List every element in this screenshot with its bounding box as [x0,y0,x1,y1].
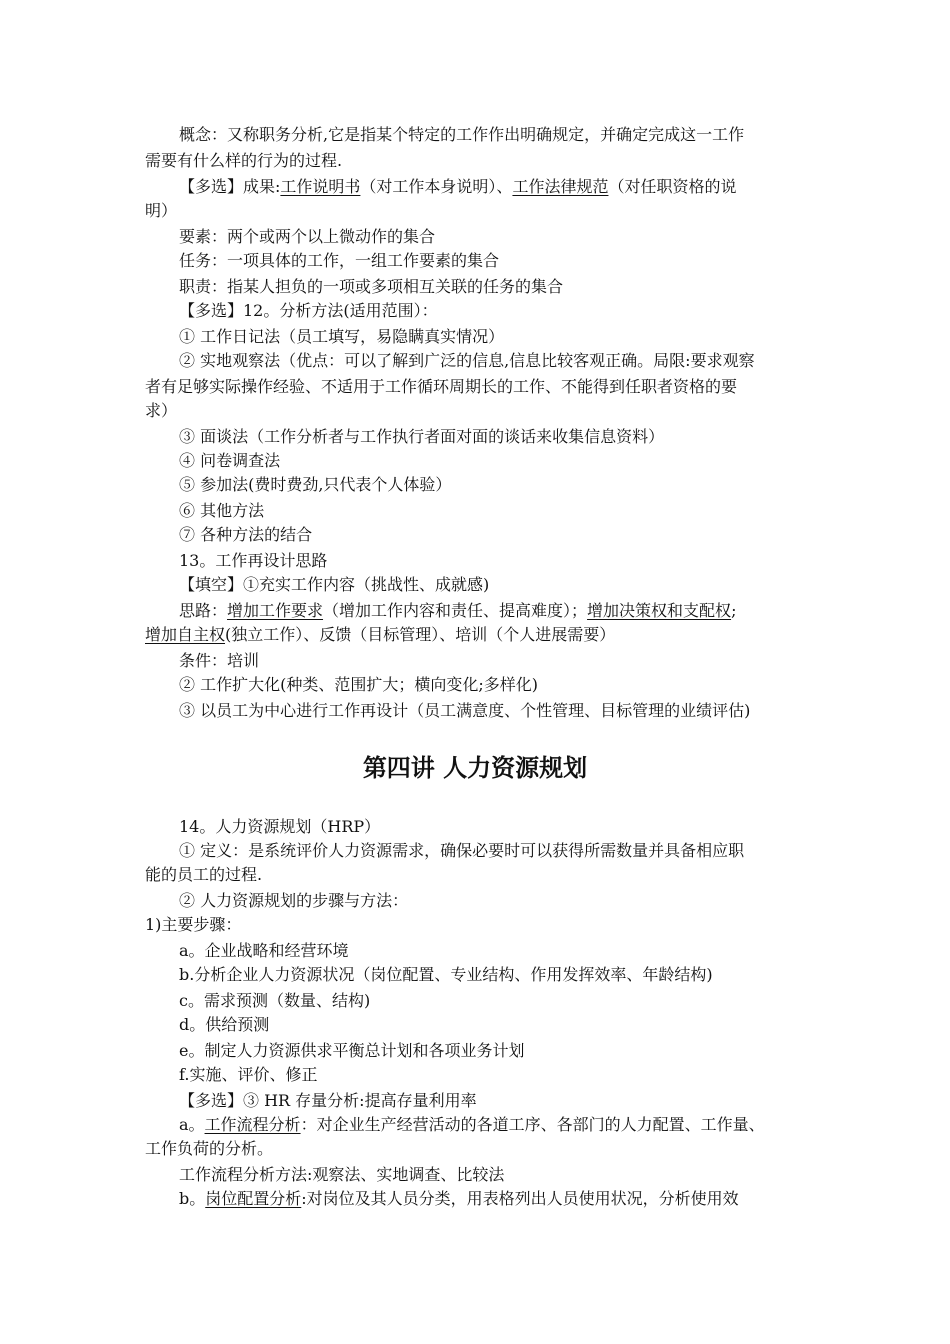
definition-text: 职责：指某人担负的一项或多项相互关联的任务的集合 [179,277,564,296]
list-item-text: ⑦ 各种方法的结合 [179,525,313,544]
paragraph-line [179,124,835,146]
paragraph-line [179,300,835,322]
list-item [179,990,835,1012]
concept-text: 需要有什么样的行为的过程. [145,151,343,170]
list-item-text: ① 定义：是系统评价人力资源需求，确保必要时可以获得所需数量并具备相应职 [179,841,745,860]
section-title: 13。工作再设计思路 [179,551,328,570]
idea-text: (独立工作）、反馈（目标管理）、培训（个人进展需要） [225,625,616,644]
list-item-text: 工作流程分析方法:观察法、实地调查、比较法 [179,1165,505,1184]
paragraph-line [179,550,835,572]
list-item [179,426,835,448]
list-item [179,890,835,912]
underlined-term: 工作流程分析 [204,1115,301,1134]
list-item-text: ② 工作扩大化(种类、范围扩大；横向变化;多样化) [179,675,538,694]
underlined-term: 工作法律规范 [512,177,609,196]
paragraph-line [179,250,835,272]
list-item [179,1014,835,1036]
underlined-term: 增加工作要求 [227,601,324,620]
subsection-title: 1)主要步骤： [145,915,242,934]
list-item [179,1064,835,1086]
list-item-marker: b。 [179,1189,206,1208]
list-item [179,1188,835,1210]
list-item-text: a。企业战略和经营环境 [179,941,349,960]
methods-title: 【多选】12。分析方法(适用范围）： [179,301,438,320]
list-item [179,1040,835,1062]
paragraph-line [145,1138,835,1160]
underlined-term: 增加自主权 [145,625,226,644]
underlined-term: 工作说明书 [280,177,361,196]
list-item [179,350,835,372]
paragraph-line [145,376,835,398]
condition-text: 条件：培训 [179,651,260,670]
list-item-text: 工作负荷的分析。 [145,1139,274,1158]
paragraph-line [145,200,835,222]
list-item-text: ：对企业生产经营活动的各道工序、各部门的人力配置、工作量、 [300,1115,765,1134]
underlined-term: 增加决策权和支配权 [587,601,732,620]
list-item [179,500,835,522]
paragraph-line [179,600,835,622]
paragraph-line [179,276,835,298]
definition-text: 要素：两个或两个以上微动作的集合 [179,227,436,246]
list-item-text: ③ 面谈法（工作分析者与工作执行者面对面的谈话来收集信息资料） [179,427,665,446]
list-item-text: c。需求预测（数量、结构) [179,991,371,1010]
paragraph-line [179,574,835,596]
list-item-text: :对岗位及其人员分类，用表格列出人员使用状况，分析使用效 [301,1189,739,1208]
list-item-text: 者有足够实际操作经验、不适用于工作循环周期长的工作、不能得到任职者资格的要 [145,377,738,396]
list-item-marker: a。 [179,1115,205,1134]
paragraph-line [179,176,835,198]
paragraph-line [179,816,835,838]
list-item-text: 求） [145,401,178,420]
list-item-text: ⑥ 其他方法 [179,501,265,520]
concept-text: 概念：又称职务分析,它是指某个特定的工作作出明确规定，并确定完成这一工作 [179,125,745,144]
list-item-text: 能的员工的过程. [145,865,263,884]
list-item [179,450,835,472]
paragraph-line [145,864,835,886]
underlined-term: 岗位配置分析 [205,1189,302,1208]
list-item-text: ④ 问卷调查法 [179,451,281,470]
chapter-heading: 第四讲 人力资源规划 [362,754,588,782]
list-item [179,674,835,696]
paragraph-line [145,150,835,172]
result-text: （对工作本身说明）、 [360,177,513,196]
list-item [179,700,835,722]
idea-text: ; [731,601,737,620]
list-item [179,1114,835,1136]
list-item-text: e。制定人力资源供求平衡总计划和各项业务计划 [179,1041,525,1060]
paragraph-line [179,650,835,672]
list-item-text: f.实施、评价、修正 [179,1065,318,1084]
idea-prefix: 思路： [179,601,228,620]
list-item-text: ② 人力资源规划的步骤与方法： [179,891,409,910]
list-item-text: ③ 以员工为中心进行工作再设计（员工满意度、个性管理、目标管理的业绩评估) [179,701,751,720]
result-text: （对任职资格的说 [608,177,737,196]
paragraph-line [145,914,835,936]
section-title: 【多选】③ HR 存量分析:提高存量利用率 [179,1091,477,1110]
list-item-text: b.分析企业人力资源状况（岗位配置、专业结构、作用发挥效率、年龄结构) [179,965,713,984]
paragraph-line [145,400,835,422]
paragraph-line [179,226,835,248]
list-item [179,326,835,348]
result-prefix: 【多选】成果: [179,177,281,196]
list-item-text: ② 实地观察法（优点：可以了解到广泛的信息,信息比较客观正确。局限:要求观察 [179,351,755,370]
list-item [179,474,835,496]
list-item [179,524,835,546]
paragraph-line [179,1164,835,1186]
idea-text: （增加工作内容和责任、提高难度）； [323,601,588,620]
list-item [179,840,835,862]
paragraph-line [179,1090,835,1112]
paragraph-line [145,624,835,646]
fill-blank-text: 【填空】①充实工作内容（挑战性、成就感) [179,575,490,594]
list-item-text: d。供给预测 [179,1015,270,1034]
definition-text: 任务：一项具体的工作，一组工作要素的集合 [179,251,500,270]
list-item-text: ⑤ 参加法(费时费劲,只代表个人体验） [179,475,452,494]
list-item-text: ① 工作日记法（员工填写，易隐瞒真实情况） [179,327,505,346]
result-text: 明） [145,201,178,220]
list-item [179,964,835,986]
list-item [179,940,835,962]
section-title: 14。人力资源规划（HRP） [179,817,381,836]
